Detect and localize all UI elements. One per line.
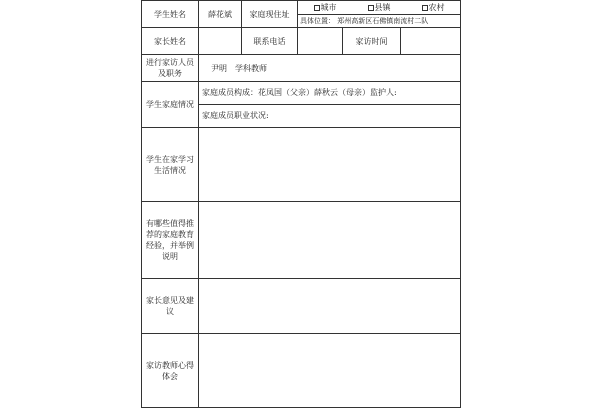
visitor-label: 进行家访人员及职务 <box>142 55 199 82</box>
phone-label: 联系电话 <box>242 28 298 55</box>
family-members[interactable]: 家庭成员构成：花凤国（父亲）薛秋云（母亲）监护人: <box>199 82 460 105</box>
location-option-town[interactable] <box>368 2 391 13</box>
visitor-role: 学科教师 <box>235 63 267 73</box>
home-address-label: 家庭现住址 <box>242 1 298 28</box>
experience-label: 有哪些值得推荐的家庭教育经验，并举例说明 <box>142 202 199 279</box>
home-study-label: 学生在家学习生活情况 <box>142 128 199 202</box>
parent-name-label: 家长姓名 <box>142 28 199 55</box>
location-option-label: 县镇 <box>374 3 391 12</box>
phone-value[interactable] <box>298 28 343 55</box>
teacher-reflection-label: 家访教师心得体会 <box>142 334 199 408</box>
family-label: 学生家庭情况 <box>142 82 199 128</box>
home-visit-form-table <box>141 0 461 408</box>
teacher-reflection-field[interactable] <box>199 334 461 408</box>
experience-field[interactable] <box>199 202 461 279</box>
location-option-label: 农村 <box>428 3 445 12</box>
checkbox-icon[interactable] <box>314 5 320 11</box>
student-name-value[interactable]: 薛花斌 <box>199 1 242 28</box>
location-option-city[interactable] <box>314 2 337 13</box>
parent-opinion-label: 家长意见及建议 <box>142 279 199 334</box>
location-type-options <box>298 2 460 15</box>
visitor-field[interactable] <box>199 55 461 82</box>
checkbox-icon[interactable] <box>422 5 428 11</box>
parent-opinion-field[interactable] <box>199 279 461 334</box>
parent-name-value[interactable] <box>199 28 242 55</box>
family-field <box>199 82 461 128</box>
student-name-label: 学生姓名 <box>142 1 199 28</box>
home-study-field[interactable] <box>199 128 461 202</box>
visit-time-value[interactable] <box>401 28 461 55</box>
location-detail[interactable]: 具体位置： 郑州高新区石佛镇南流村二队 <box>300 16 429 25</box>
visitor-name: 尹明 <box>211 63 227 73</box>
location-option-label: 城市 <box>320 3 337 12</box>
location-option-village[interactable] <box>422 2 445 13</box>
visit-time-label: 家访时间 <box>343 28 401 55</box>
checkbox-icon[interactable] <box>368 5 374 11</box>
family-jobs[interactable]: 家庭成员职业状况: <box>202 111 269 120</box>
home-address-field <box>298 1 461 28</box>
